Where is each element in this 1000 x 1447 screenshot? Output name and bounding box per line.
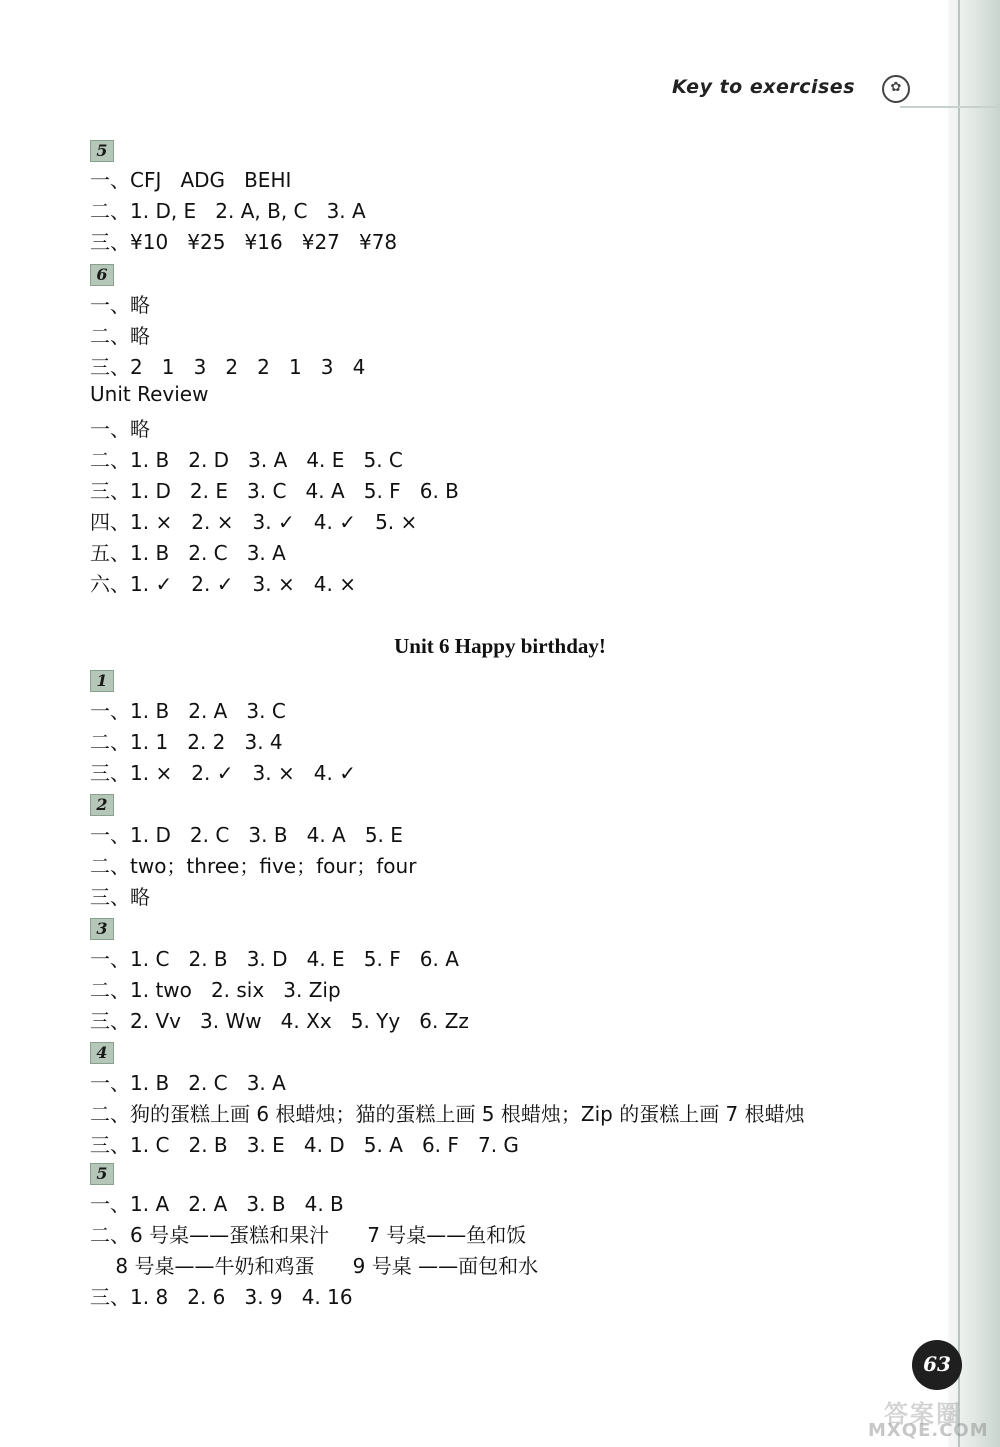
answer-line: 三、1. D 2. E 3. C 4. A 5. F 6. B bbox=[90, 479, 459, 503]
answer-line: 二、1. D, E 2. A, B, C 3. A bbox=[90, 199, 366, 223]
answer-line: 四、1. × 2. × 3. ✓ 4. ✓ 5. × bbox=[90, 510, 418, 534]
answer-line: 一、CFJ ADG BEHI bbox=[90, 168, 292, 192]
page-edge-shadow bbox=[948, 0, 1000, 1447]
flower-icon: ✿ bbox=[882, 75, 910, 103]
answer-line: 六、1. ✓ 2. ✓ 3. × 4. × bbox=[90, 572, 357, 596]
section-badge-5: 5 bbox=[90, 140, 114, 162]
answer-line: 一、1. B 2. C 3. A bbox=[90, 1071, 286, 1095]
unit-review-title: Unit Review bbox=[90, 382, 209, 406]
answer-line: 三、2 1 3 2 2 1 3 4 bbox=[90, 355, 366, 379]
answer-line: 五、1. B 2. C 3. A bbox=[90, 541, 286, 565]
watermark-text: 答案圈 bbox=[884, 1400, 962, 1428]
answer-line: 一、1. C 2. B 3. D 4. E 5. F 6. A bbox=[90, 947, 459, 971]
answer-line: 一、略 bbox=[90, 293, 150, 317]
answer-line: 二、1. two 2. six 3. Zip bbox=[90, 978, 341, 1002]
answer-line: 二、狗的蛋糕上画 6 根蜡烛；猫的蛋糕上画 5 根蜡烛；Zip 的蛋糕上画 7 根蜡烛 bbox=[90, 1102, 805, 1126]
section-badge-3: 3 bbox=[90, 918, 114, 940]
answer-line: 二、略 bbox=[90, 324, 150, 348]
answer-line: 三、1. 8 2. 6 3. 9 4. 16 bbox=[90, 1285, 353, 1309]
section-badge-4: 4 bbox=[90, 1042, 114, 1064]
answer-line: 二、6 号桌——蛋糕和果汁 7 号桌——鱼和饭 bbox=[90, 1223, 527, 1247]
answer-line: 一、1. B 2. A 3. C bbox=[90, 699, 286, 723]
answer-line: 三、¥10 ¥25 ¥16 ¥27 ¥78 bbox=[90, 230, 398, 254]
answer-line: 一、1. A 2. A 3. B 4. B bbox=[90, 1192, 344, 1216]
header-title: Key to exercises bbox=[672, 76, 855, 98]
answer-line: 二、two；three；five；four；four bbox=[90, 854, 417, 878]
unit-6-title: Unit 6 Happy birthday! bbox=[394, 634, 606, 658]
section-badge-2: 2 bbox=[90, 794, 114, 816]
answer-line: 三、1. C 2. B 3. E 4. D 5. A 6. F 7. G bbox=[90, 1133, 519, 1157]
answer-line: 三、1. × 2. ✓ 3. × 4. ✓ bbox=[90, 761, 357, 785]
answer-line: 8 号桌——牛奶和鸡蛋 9 号桌 ——面包和水 bbox=[90, 1254, 539, 1278]
section-badge-1: 1 bbox=[90, 670, 114, 692]
page-edge-line bbox=[958, 0, 960, 1447]
page-number: 63 bbox=[912, 1340, 962, 1390]
answer-line: 一、1. D 2. C 3. B 4. A 5. E bbox=[90, 823, 403, 847]
answer-line: 三、2. Vv 3. Ww 4. Xx 5. Yy 6. Zz bbox=[90, 1009, 469, 1033]
answer-line: 三、略 bbox=[90, 885, 150, 909]
section-badge-5b: 5 bbox=[90, 1163, 114, 1185]
answer-line: 二、1. 1 2. 2 3. 4 bbox=[90, 730, 283, 754]
header-rule bbox=[900, 106, 1000, 108]
section-badge-6: 6 bbox=[90, 264, 114, 286]
answer-line: 二、1. B 2. D 3. A 4. E 5. C bbox=[90, 448, 403, 472]
answer-line: 一、略 bbox=[90, 417, 150, 441]
watermark-site: MXQE.COM bbox=[868, 1420, 989, 1441]
